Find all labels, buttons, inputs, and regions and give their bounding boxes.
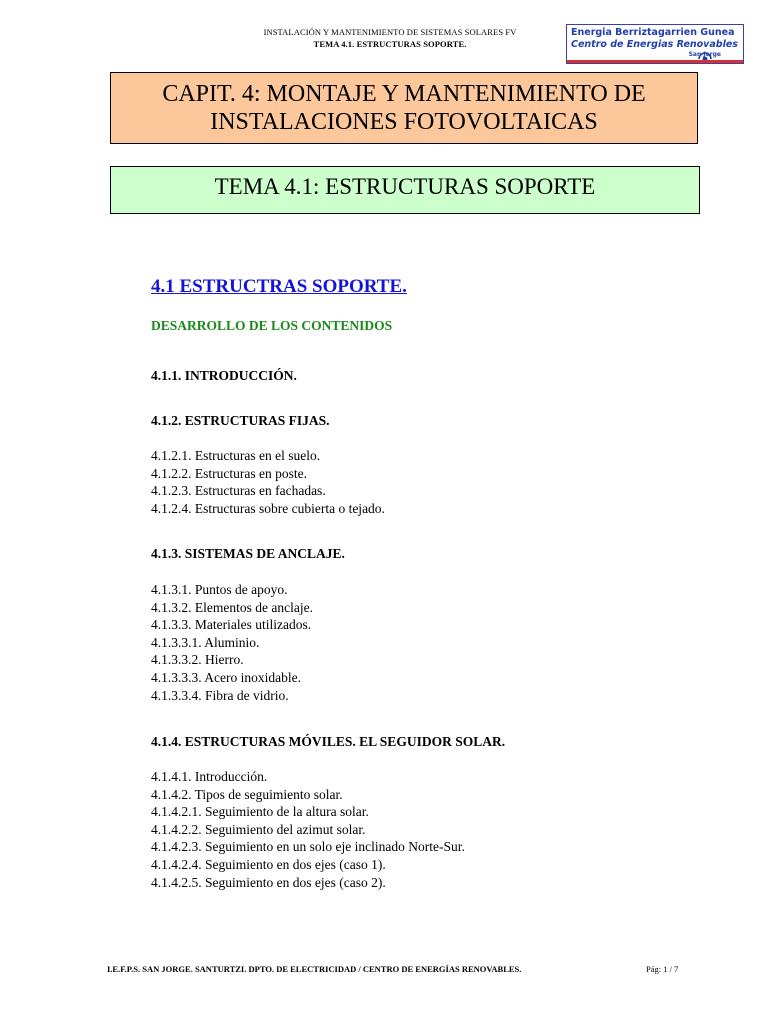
- page-footer: I.E.F.P.S. SAN JORGE. SANTURTZI. DPTO. DE ELECTRICIDAD / CENTRO DE ENERGÍAS RENOVABLES.: [107, 964, 522, 974]
- logo-line-3: San Jorge: [688, 51, 721, 58]
- logo-line-2: Centro de Energias Renovables: [571, 39, 738, 50]
- list-item: 4.1.4.2.5. Seguimiento en dos ejes (caso 2).: [151, 874, 386, 890]
- list-item: 4.1.4.2.3. Seguimiento en un solo eje inclinado Norte-Sur.: [151, 839, 465, 855]
- list-item: 4.1.3.1. Puntos de apoyo.: [151, 582, 288, 597]
- heading-estructuras-fijas: 4.1.2. ESTRUCTURAS FIJAS.: [151, 413, 330, 428]
- list-item: 4.1.3.2. Elementos de anclaje.: [151, 599, 313, 615]
- list-item: 4.1.4.2.4. Seguimiento en dos ejes (caso 1).: [151, 856, 386, 872]
- page-number: Pág: 1 / 7: [646, 964, 679, 974]
- chapter-title-box: [110, 72, 698, 144]
- header-line-2: TEMA 4.1. ESTRUCTURAS SOPORTE.: [313, 39, 467, 49]
- chapter-title-line-2: INSTALACIONES FOTOVOLTAICAS: [210, 109, 598, 135]
- list-item: 4.1.2.2. Estructuras en poste.: [151, 465, 307, 481]
- list-item: 4.1.4.2. Tipos de seguimiento solar.: [151, 786, 343, 802]
- tema-title-box: [110, 166, 700, 214]
- list-item: 4.1.3.3.4. Fibra de vidrio.: [151, 687, 289, 703]
- section-title: 4.1 ESTRUCTRAS SOPORTE.: [151, 276, 407, 297]
- list-estructuras-fijas: [151, 447, 385, 517]
- running-header: [220, 26, 560, 50]
- logo-red-bar: [567, 60, 743, 63]
- section-subtitle: DESARROLLO DE LOS CONTENIDOS: [151, 318, 393, 333]
- list-sistemas-anclaje: [151, 581, 313, 704]
- heading-estructuras-moviles: 4.1.4. ESTRUCTURAS MÓVILES. EL SEGUIDOR SOLAR.: [151, 734, 506, 749]
- heading-introduccion: 4.1.1. INTRODUCCIÓN.: [151, 368, 297, 383]
- logo-line-1: Energia Berriztagarrien Gunea: [571, 27, 735, 38]
- institution-logo: [566, 24, 744, 64]
- list-item: 4.1.3.3. Materiales utilizados.: [151, 617, 312, 633]
- heading-sistemas-anclaje: 4.1.3. SISTEMAS DE ANCLAJE.: [151, 546, 345, 561]
- tema-title: TEMA 4.1: ESTRUCTURAS SOPORTE: [214, 174, 596, 199]
- chapter-title-line-1: CAPIT. 4: MONTAJE Y MANTENIMIENTO DE: [162, 81, 646, 107]
- list-item: 4.1.4.2.1. Seguimiento de la altura solar.: [151, 804, 369, 820]
- list-item: 4.1.2.4. Estructuras sobre cubierta o tejado.: [151, 500, 385, 516]
- list-item: 4.1.3.3.3. Acero inoxidable.: [151, 669, 301, 685]
- list-item: 4.1.4.1. Introducción.: [151, 769, 268, 784]
- list-item: 4.1.2.3. Estructuras en fachadas.: [151, 483, 326, 499]
- list-estructuras-moviles: [151, 768, 465, 891]
- list-item: 4.1.4.2.2. Seguimiento del azimut solar.: [151, 821, 366, 837]
- list-item: 4.1.3.3.2. Hierro.: [151, 652, 244, 668]
- header-line-1: INSTALACIÓN Y MANTENIMIENTO DE SISTEMAS SOLARES FV: [263, 27, 517, 37]
- list-item: 4.1.3.3.1. Aluminio.: [151, 634, 260, 650]
- list-item: 4.1.2.1. Estructuras en el suelo.: [151, 448, 321, 463]
